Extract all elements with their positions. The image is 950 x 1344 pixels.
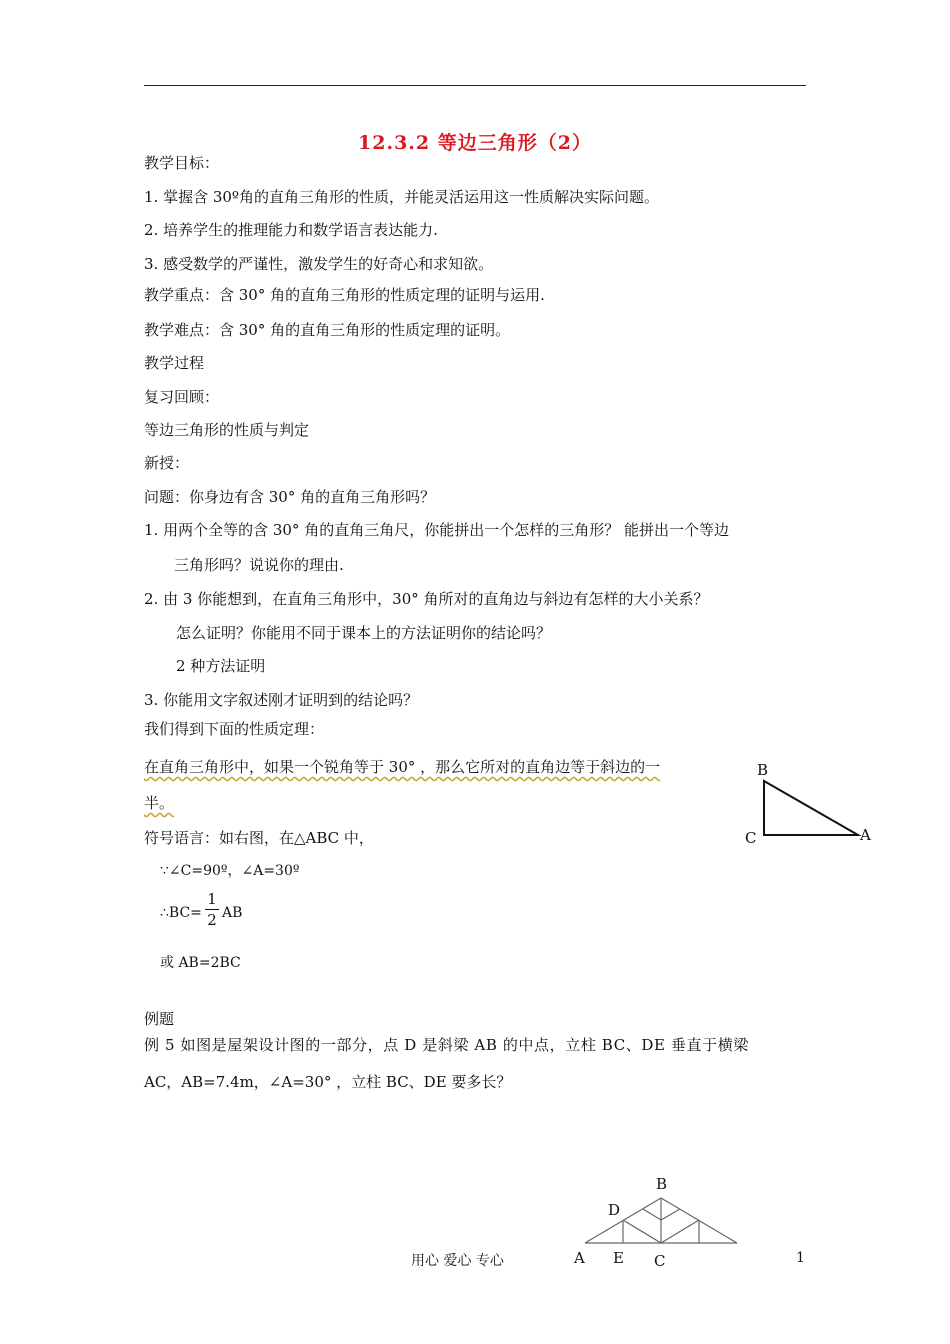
objective-3: 3. 感受数学的严谨性，激发学生的好奇心和求知欲。 (144, 255, 494, 273)
question: 问题：你身边有含 30° 角的直角三角形吗？ (144, 488, 436, 506)
example-line-2: AC，AB=7.4m，∠A=30° ，立柱 BC、DE 要多长？ (144, 1073, 512, 1091)
label-a: A (860, 826, 871, 844)
or-line: 或 AB=2BC (160, 955, 241, 971)
roof-truss-figure (565, 1170, 755, 1270)
step-2-line-3: 2 种方法证明 (176, 657, 266, 675)
truss-brace-2 (643, 1209, 661, 1220)
review-text: 等边三角形的性质与判定 (144, 421, 310, 439)
label-truss-e: E (613, 1249, 624, 1267)
fraction-bar (205, 909, 219, 910)
footer-motto: 用心 爱心 专心 (411, 1253, 504, 1269)
therefore-prefix: ∴BC= (160, 905, 202, 921)
theorem-line-1: 在直角三角形中，如果一个锐角等于 30° ，那么它所对的直角边等于斜边的一 (144, 758, 661, 776)
theorem-intro: 我们得到下面的性质定理： (144, 720, 325, 738)
step-2-line-1: 2. 由 3 你能想到，在直角三角形中，30° 角所对的直角边与斜边有怎样的大小关系？ (144, 590, 709, 608)
step-1-line-1: 1. 用两个全等的含 30° 角的直角三角尺，你能拼出一个怎样的三角形？ 能拼出一个等边 (144, 521, 729, 539)
process-heading: 教学过程 (144, 354, 205, 372)
key-point: 教学重点：含 30° 角的直角三角形的性质定理的证明与运用. (144, 286, 545, 304)
truss-brace-4 (661, 1220, 699, 1243)
label-truss-c: C (654, 1252, 666, 1270)
page-title: 12.3.2 等边三角形（2） (358, 132, 592, 154)
review-heading: 复习回顾： (144, 388, 220, 406)
truss-brace-3 (661, 1209, 680, 1220)
example-line-1: 例 5 如图是屋架设计图的一部分，点 D 是斜梁 AB 的中点，立柱 BC、DE 垂直于横梁 (144, 1036, 749, 1054)
header-rule (144, 85, 806, 86)
fraction-numerator: 1 (207, 890, 217, 908)
label-truss-b: B (656, 1175, 668, 1193)
example-heading: 例题 (144, 1010, 175, 1028)
theorem-line-2: 半。 (144, 794, 175, 812)
fraction-one-half (205, 890, 219, 929)
step-2-line-2: 怎么证明？你能用不同于课本上的方法证明你的结论吗？ (176, 624, 552, 642)
label-truss-a: A (574, 1249, 585, 1267)
triangle-abc-figure (740, 755, 880, 855)
page-number: 1 (796, 1250, 805, 1266)
fraction-denominator: 2 (207, 911, 217, 929)
objective-2: 2. 培养学生的推理能力和数学语言表达能力. (144, 221, 438, 239)
new-heading: 新授： (144, 454, 190, 472)
objective-1: 1. 掌握含 30º角的直角三角形的性质，并能灵活运用这一性质解决实际问题。 (144, 188, 659, 206)
label-b: B (757, 761, 769, 779)
therefore-suffix: AB (222, 905, 243, 921)
label-c: C (745, 829, 757, 847)
difficulty: 教学难点：含 30° 角的直角三角形的性质定理的证明。 (144, 321, 511, 339)
truss-brace-1 (623, 1220, 661, 1243)
label-truss-d: D (608, 1201, 621, 1219)
symbolic-intro: 符号语言：如右图，在△ABC 中， (144, 829, 374, 847)
triangle-abc (764, 781, 858, 835)
step-1-line-2: 三角形吗？说说你的理由. (174, 556, 344, 574)
since-line: ∵∠C=90º，∠A=30º (160, 863, 300, 879)
step-3: 3. 你能用文字叙述刚才证明到的结论吗？ (144, 691, 419, 709)
objectives-heading: 教学目标： (144, 154, 220, 172)
